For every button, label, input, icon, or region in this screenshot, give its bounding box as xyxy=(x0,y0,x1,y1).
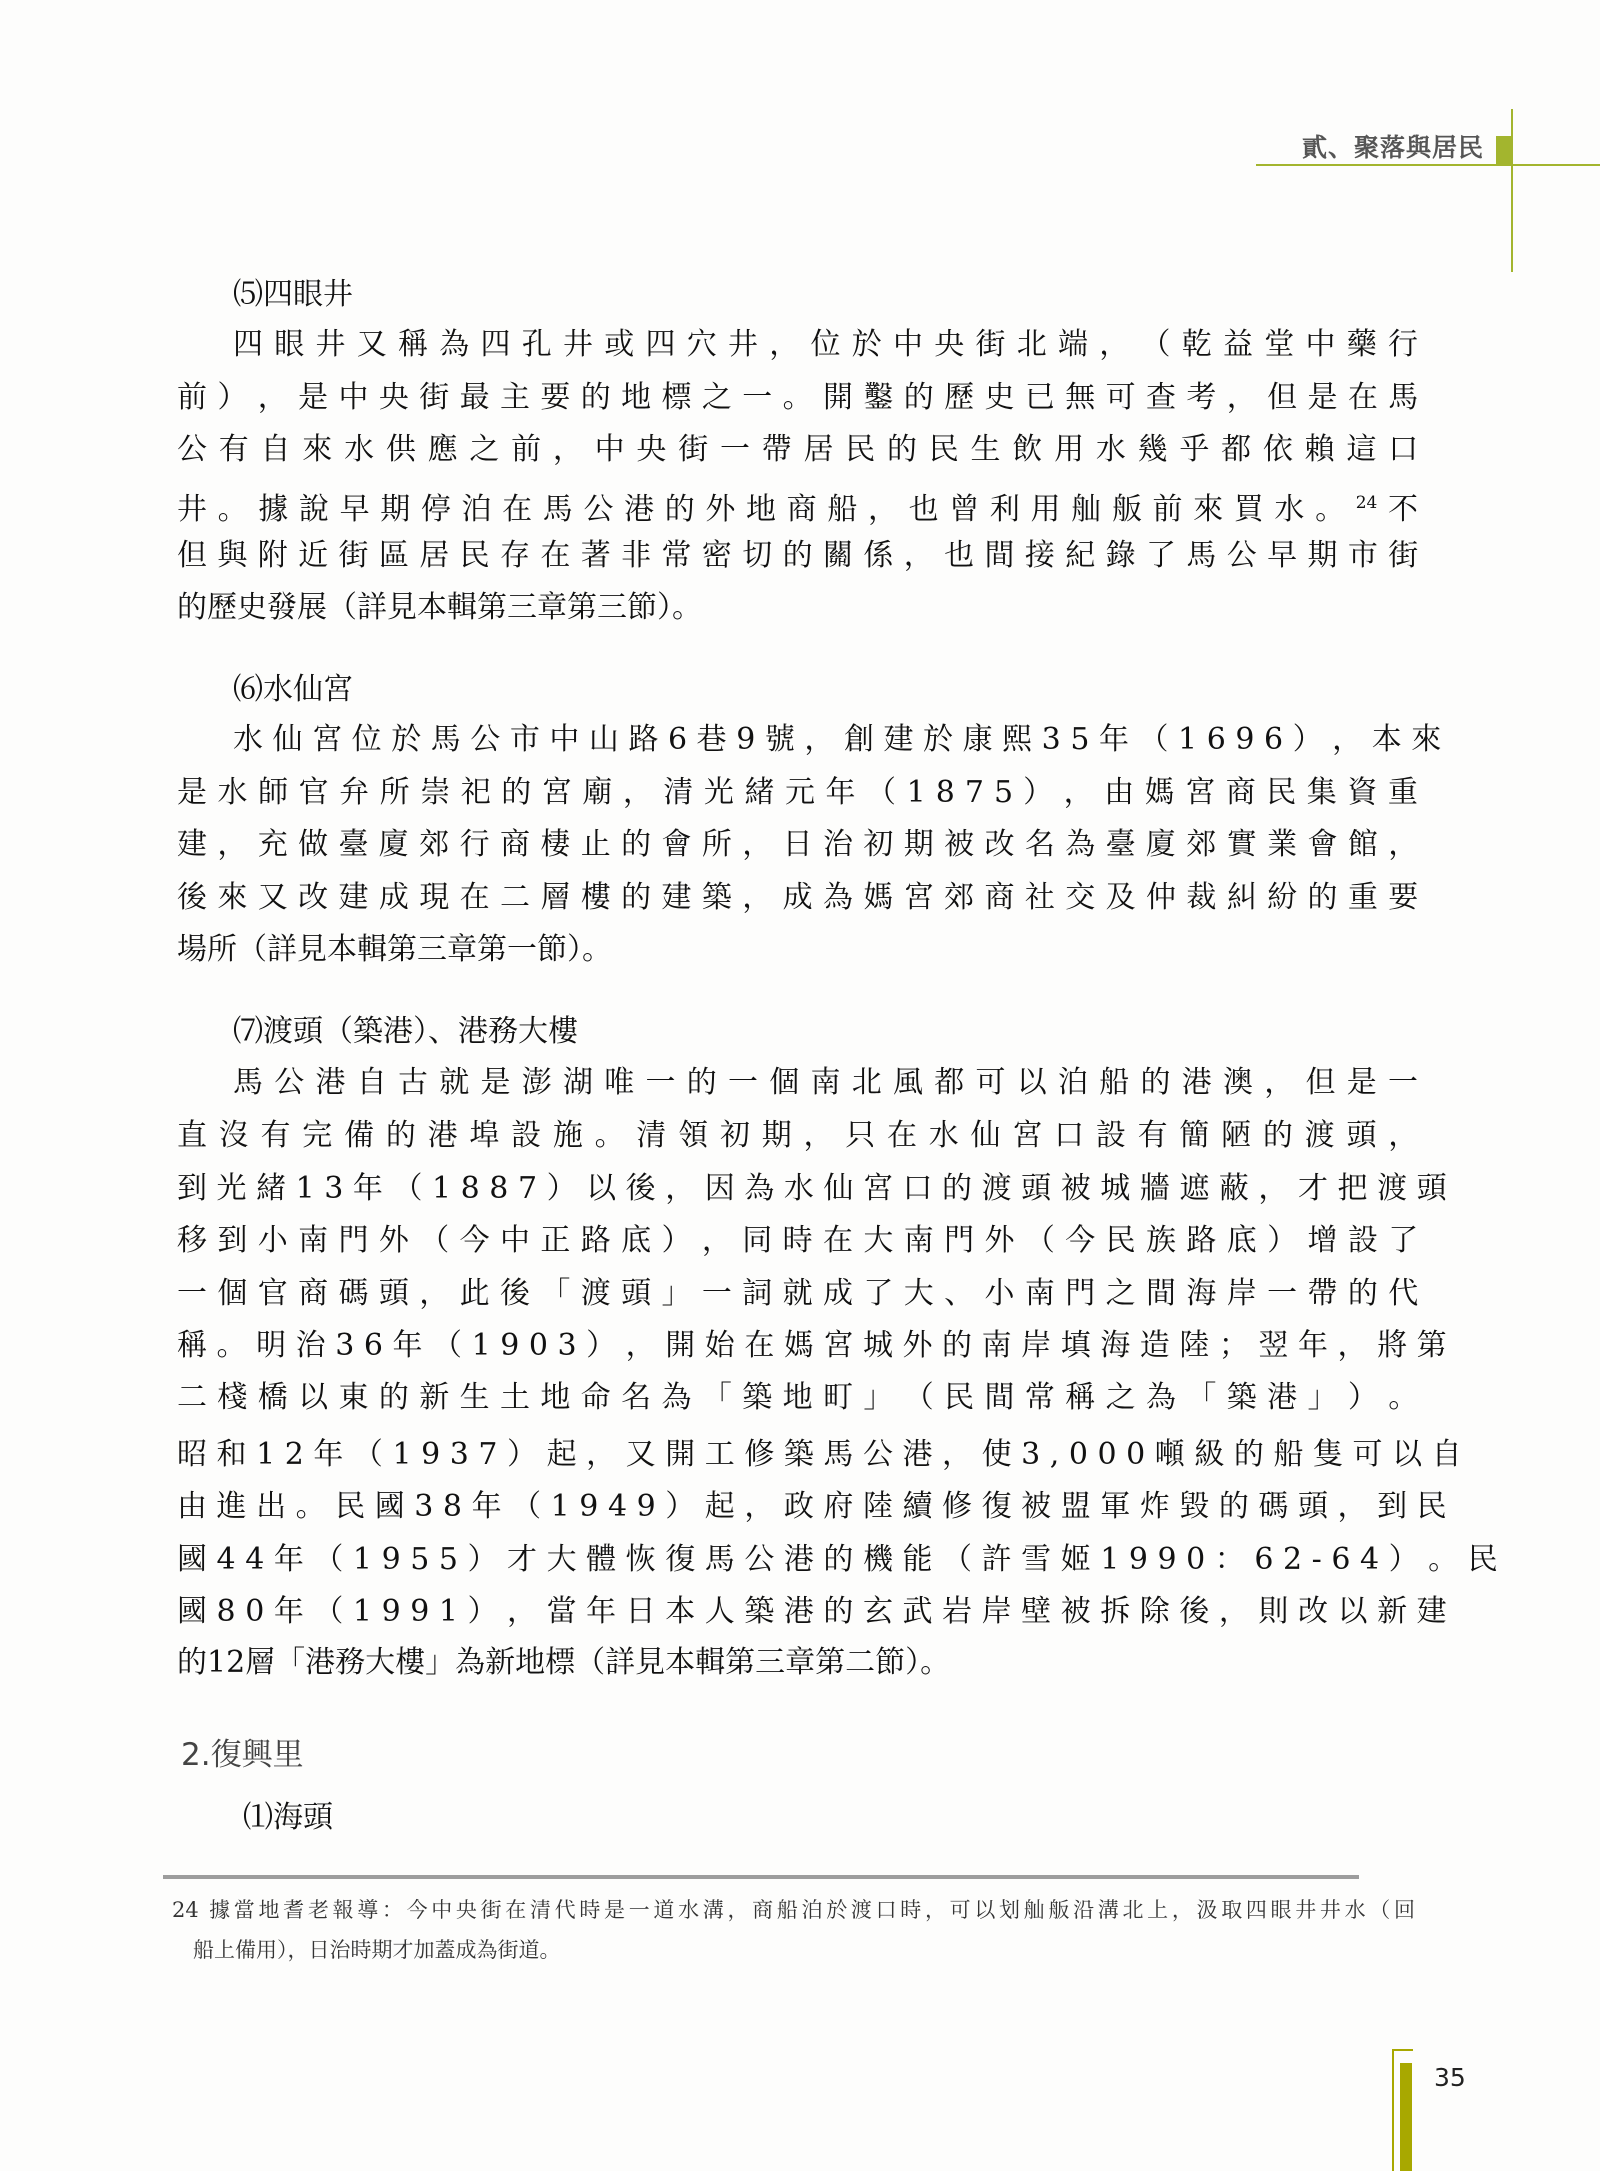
footnote-line: 24 據當地耆老報導：今中央街在清代時是一道水溝，商船泊於渡口時，可以划舢舨沿溝北上，汲取四眼井井水（回 xyxy=(172,1898,1415,1922)
text-line: 二 棧 橋 以 東 的 新 生 土 地 命 名 為 「 築 地 町 」 （ 民 間 常 稱 之 為 「 築 港 」 ） 。 xyxy=(177,1380,1419,1415)
chapter-title: 貳、聚落與居民 xyxy=(1301,133,1484,162)
text-line: 由 進 出 。 民 國 3 8 年 （ 1 9 4 9 ） 起 ， 政 府 陸 續 修 復 被 盟 軍 炸 毀 的 碼 頭 ， 到 民 xyxy=(177,1489,1447,1524)
text-line: 的12層「港務大樓」為新地標（詳見本輯第三章第二節）。 xyxy=(177,1645,951,1680)
text-line: 水 仙 宮 位 於 馬 公 市 中 山 路 6 巷 9 號 ， 創 建 於 康 熙 3 5 年 （ 1 6 9 6 ） ， 本 來 xyxy=(233,722,1442,757)
subheading-5: ⑸四眼井 xyxy=(233,277,353,312)
text-line: 馬 公 港 自 古 就 是 澎 湖 唯 一 的 一 個 南 北 風 都 可 以 泊 船 的 港 澳 ， 但 是 一 xyxy=(233,1065,1418,1100)
text-line: 直 沒 有 完 備 的 港 埠 設 施 。 清 領 初 期 ， 只 在 水 仙 宮 口 設 有 簡 陋 的 渡 頭 ， xyxy=(177,1118,1419,1153)
page-accent-bar xyxy=(1400,2063,1412,2171)
text-segment: 井。據說早期停泊在馬公港的外地商船，也曾利用舢舨前來買水。 xyxy=(177,492,1356,527)
text-line: 稱 。 明 治 3 6 年 （ 1 9 0 3 ） ， 開 始 在 媽 宮 城 外 的 南 岸 填 海 造 陸 ； 翌 年 ， 將 第 xyxy=(177,1328,1447,1363)
page-bracket-line xyxy=(1392,2050,1394,2171)
header-vertical-rule xyxy=(1511,109,1513,272)
page-number: 35 xyxy=(1434,2063,1466,2092)
text-line: 公 有 自 來 水 供 應 之 前 ， 中 央 街 一 帶 居 民 的 民 生 飲 用 水 幾 乎 都 依 賴 這 口 xyxy=(177,432,1419,467)
footnote-separator xyxy=(163,1875,1359,1879)
text-line: 但 與 附 近 街 區 居 民 存 在 著 非 常 密 切 的 關 係 ， 也 間 接 紀 錄 了 馬 公 早 期 市 街 xyxy=(177,538,1419,573)
subheading-1: ⑴海頭 xyxy=(243,1800,333,1835)
header-accent-block xyxy=(1496,136,1512,165)
text-line: 國 8 0 年 （ 1 9 9 1 ） ， 當 年 日 本 人 築 港 的 玄 武 岩 岸 壁 被 拆 除 後 ， 則 改 以 新 建 xyxy=(177,1594,1447,1629)
footnote-ref[interactable]: 24 xyxy=(1355,493,1378,513)
text-line: 一 個 官 商 碼 頭 ， 此 後 「 渡 頭 」 一 詞 就 成 了 大 、 小 南 門 之 間 海 岸 一 帶 的 代 xyxy=(177,1276,1419,1311)
text-line: 建 ， 充 做 臺 廈 郊 行 商 棲 止 的 會 所 ， 日 治 初 期 被 改 名 為 臺 廈 郊 實 業 會 館 ， xyxy=(177,827,1419,862)
text-line xyxy=(177,483,1419,527)
page-bracket-top xyxy=(1392,2049,1413,2051)
text-line: 前 ） ， 是 中 央 街 最 主 要 的 地 標 之 一 。 開 鑿 的 歷 史 已 無 可 查 考 ， 但 是 在 馬 xyxy=(177,380,1419,415)
text-line: 四 眼 井 又 稱 為 四 孔 井 或 四 穴 井 ， 位 於 中 央 街 北 端 ， （ 乾 益 堂 中 藥 行 xyxy=(233,327,1418,362)
text-line: 昭 和 1 2 年 （ 1 9 3 7 ） 起 ， 又 開 工 修 築 馬 公 港 ， 使 3 , 0 0 0 噸 級 的 船 隻 可 以 自 xyxy=(177,1437,1462,1472)
text-line: 的歷史發展（詳見本輯第三章第三節）。 xyxy=(177,590,702,625)
text-line: 後 來 又 改 建 成 現 在 二 層 樓 的 建 築 ， 成 為 媽 宮 郊 商 社 交 及 仲 裁 糾 紛 的 重 要 xyxy=(177,880,1419,915)
text-line: 場所（詳見本輯第三章第一節）。 xyxy=(177,932,612,967)
footnote-line: 船上備用），日治時期才加蓋成為街道。 xyxy=(193,1938,561,1962)
text-line: 是 水 師 官 弁 所 崇 祀 的 宮 廟 ， 清 光 緒 元 年 （ 1 8 7 5 ） ， 由 媽 宮 商 民 集 資 重 xyxy=(177,775,1418,810)
text-line: 到 光 緒 1 3 年 （ 1 8 8 7 ） 以 後 ， 因 為 水 仙 宮 口 的 渡 頭 被 城 牆 遮 蔽 ， 才 把 渡 頭 xyxy=(177,1171,1447,1206)
subheading-7: ⑺渡頭（築港）、港務大樓 xyxy=(233,1014,578,1049)
text-segment: 不 xyxy=(1377,492,1419,527)
text-line: 國 4 4 年 （ 1 9 5 5 ） 才 大 體 恢 復 馬 公 港 的 機 能 （ 許 雪 姬 1 9 9 0 ： 6 2 - 6 4 ） 。 民 xyxy=(177,1542,1498,1577)
subheading-6: ⑹水仙宮 xyxy=(233,672,353,707)
text-line: 移 到 小 南 門 外 （ 今 中 正 路 底 ） ， 同 時 在 大 南 門 外 （ 今 民 族 路 底 ） 增 設 了 xyxy=(177,1223,1419,1258)
section-heading: 2.復興里 xyxy=(181,1737,304,1773)
